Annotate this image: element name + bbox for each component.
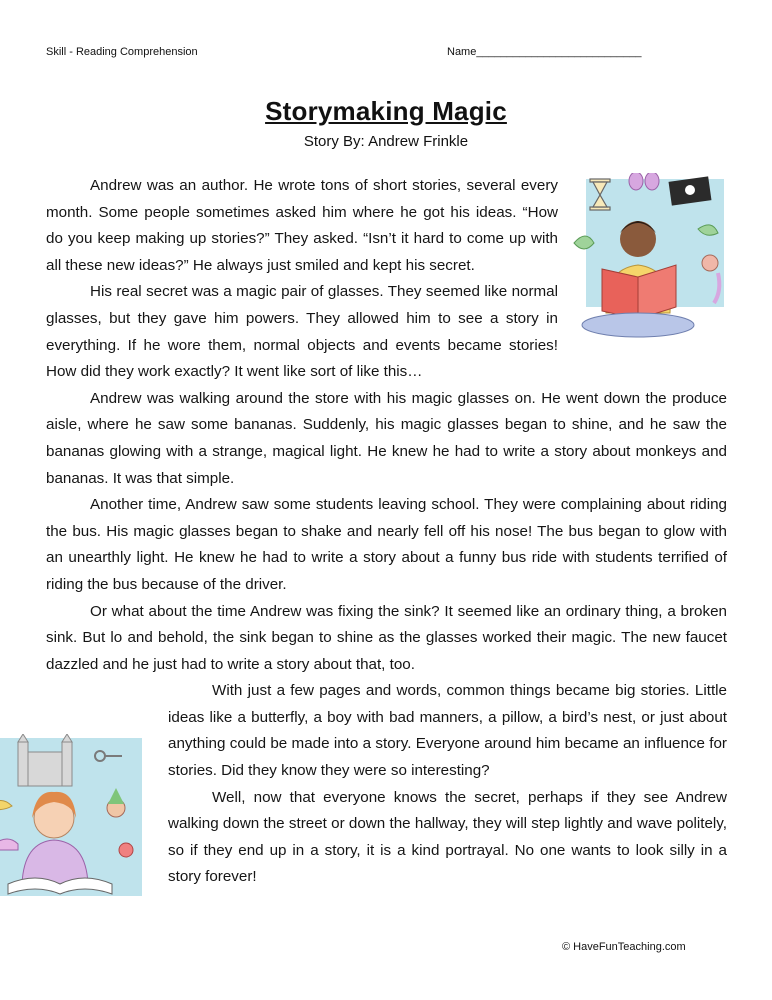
paragraph-1: Andrew was an author. He wrote tons of short stories, several every month. Some people sometimes asked him where he got his ideas. “How do you keep making up stories?” They asked. “Isn’t it hard to come up with all these new ideas?” He always just smiled and kept his secret. bbox=[46, 177, 558, 274]
skill-label: Skill - Reading Comprehension bbox=[46, 46, 198, 58]
page-title: Storymaking Magic bbox=[265, 96, 507, 126]
name-field: Name___________________________ bbox=[447, 46, 642, 58]
girl-reading-illustration bbox=[0, 704, 158, 928]
story-body bbox=[46, 173, 727, 928]
paragraph-2: His real secret was a magic pair of glasses. They seemed like normal glasses, but they gave him powers. They allowed him to see a story in everything. If he wore them, normal objects and events became stories! How did they work exactly? It went like sort of like this… bbox=[46, 283, 558, 381]
byline: Story By: Andrew Frinkle bbox=[303, 133, 469, 150]
paragraph-5: Or what about the time Andrew was fixing the sink? It seemed like an ordinary thing, a broken sink. But lo and behold, the sink began to shine as the glasses worked their magic. The new faucet dazzled and he just had to write a story about that, too. bbox=[46, 602, 727, 673]
paragraph-4: Another time, Andrew saw some students leaving school. They were complaining about riding the bus. His magic glasses began to shake and nearly fell off his nose! The bus began to glow with an unearthly light. He knew he had to write a story about a funny bus ride with students terrified of riding the bus because of the driver. bbox=[46, 496, 727, 593]
paragraph-3: Andrew was walking around the store with his magic glasses on. He went down the produce aisle, where he saw some bananas. Suddenly, his magic glasses began to shine, and he saw the bananas glowing with a strange, magical light. He knew he had to write a story about monkeys and bananas. It was that simple. bbox=[46, 389, 727, 487]
boy-reading-illustration bbox=[572, 173, 727, 341]
copyright-footer: © HaveFunTeaching.com bbox=[562, 941, 686, 953]
paragraph-6: With just a few pages and words, common things became big stories. Little ideas like a butterfly, a boy with bad manners, a pillow, a bird’s nest, or just about anything could be made into a story. Everyone around him became an influence for stories. Did they know they were so interesting? bbox=[168, 682, 727, 780]
paragraph-7: Well, now that everyone knows the secret, perhaps if they see Andrew walking down the street or down the hallway, they will step lightly and wave politely, so if they end up in a story, it is a kind portrayal. No one wants to look silly in a story forever! bbox=[168, 788, 727, 886]
